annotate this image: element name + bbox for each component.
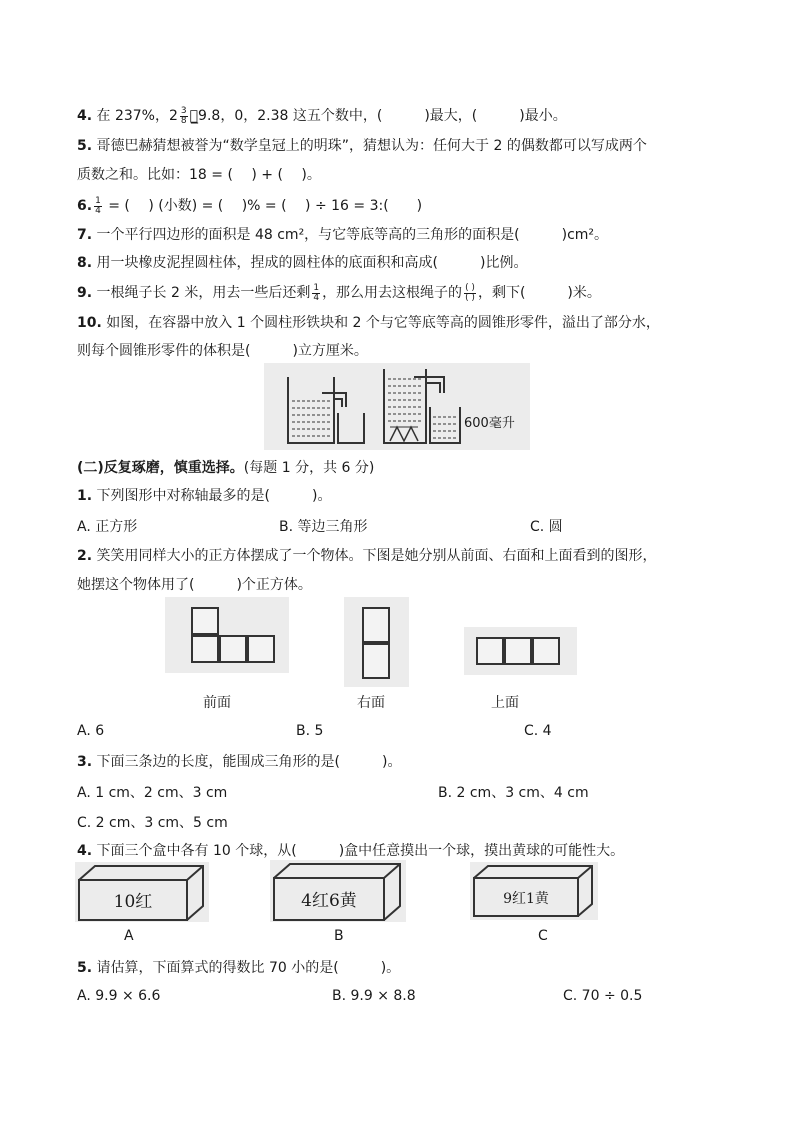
question-text: ，那么用去这根绳子的 <box>322 285 463 301</box>
question-text: ，剩下( )米。 <box>477 285 601 301</box>
question-9 <box>77 283 601 303</box>
option-c[interactable]: C. 2 cm、3 cm、5 cm <box>77 815 228 831</box>
option-c[interactable]: C. 圆 <box>530 519 563 535</box>
choice-question-2 <box>77 546 657 566</box>
question-number: 5. <box>77 960 93 976</box>
volume-label: 600毫升 <box>464 416 515 431</box>
option-a[interactable]: A. 正方形 <box>77 519 138 535</box>
question-text: 用一块橡皮泥捏圆柱体，捏成的圆柱体的底面积和高成( )比例。 <box>96 255 528 271</box>
fraction: $\frac{1}{4}$ <box>313 282 320 303</box>
option-b[interactable]: B. 2 cm、3 cm、4 cm <box>438 785 589 801</box>
choice-question-2-line2: 她摆这个物体用了( )个正方体。 <box>77 577 312 593</box>
question-5-line2: 质数之和。比如：18 = ( ) + ( )。 <box>77 167 321 183</box>
question-text: 下列图形中对称轴最多的是( )。 <box>96 488 332 504</box>
right-view-figure <box>344 597 409 687</box>
question-number: 9. <box>77 285 93 301</box>
option-b[interactable]: B. 9.9 × 8.8 <box>332 988 416 1004</box>
question-number: 6. <box>77 198 93 214</box>
box-c-figure[interactable] <box>470 862 598 920</box>
question-number: 4. <box>77 843 93 859</box>
question-5 <box>77 136 647 156</box>
question-number: 3. <box>77 754 93 770</box>
question-text: 在 237%， <box>96 108 169 124</box>
question-number: 10. <box>77 315 102 331</box>
question-6 <box>77 196 422 216</box>
box-a-figure[interactable] <box>75 862 209 922</box>
question-4 <box>77 106 567 126</box>
view-label-right: 右面 <box>357 695 385 711</box>
box-b-figure[interactable] <box>270 860 406 922</box>
question-10 <box>77 313 660 333</box>
fraction: $\frac{1}{4}$ <box>95 195 101 216</box>
option-a[interactable]: A. 1 cm、2 cm、3 cm <box>77 785 228 801</box>
question-text: 下面三条边的长度，能围成三角形的是( )。 <box>96 754 402 770</box>
choice-question-4 <box>77 841 624 861</box>
box-label-b: B <box>334 928 344 944</box>
option-c[interactable]: C. 70 ÷ 0.5 <box>563 988 643 1004</box>
question-number: 4. <box>77 108 93 124</box>
question-text: 笑笑用同样大小的正方体摆成了一个物体。下图是她分别从前面、右面和上面看到的图形， <box>96 548 657 564</box>
question-10-line2: 则每个圆锥形零件的体积是( )立方厘米。 <box>77 343 368 359</box>
option-b[interactable]: B. 5 <box>296 723 324 739</box>
container-diagram <box>264 363 530 450</box>
view-label-top: 上面 <box>491 695 519 711</box>
choice-question-3 <box>77 752 401 772</box>
question-number: 1. <box>77 488 93 504</box>
fraction: $\frac{3}{8}$ <box>180 105 187 126</box>
question-number: 7. <box>77 227 93 243</box>
view-label-front: 前面 <box>203 695 231 711</box>
option-c[interactable]: C. 4 <box>524 723 552 739</box>
option-a[interactable]: A. 6 <box>77 723 105 739</box>
section-header <box>77 458 374 478</box>
front-view-figure <box>165 597 289 673</box>
question-text: 下面三个盒中各有 10 个球，从( )盒中任意摸出一个球，摸出黄球的可能性大。 <box>96 843 625 859</box>
choice-question-1 <box>77 486 331 506</box>
box-b-text: 4红6黄 <box>301 891 357 911</box>
question-7 <box>77 225 608 245</box>
question-text: 如图，在容器中放入 1 个圆柱形铁块和 2 个与它等底等高的圆锥形零件，溢出了部分水， <box>106 315 660 331</box>
question-text: 哥德巴赫猜想被誉为“数学皇冠上的明珠”，猜想认为：任何大于 2 的偶数都可以写成两个 <box>96 138 647 154</box>
box-a-text: 10红 <box>113 892 153 912</box>
question-8 <box>77 253 527 273</box>
choice-question-5 <box>77 958 400 978</box>
question-text: 请估算，下面算式的得数比 70 小的是( )。 <box>96 960 401 976</box>
box-c-text: 9红1黄 <box>503 891 549 907</box>
container-figure <box>264 363 530 450</box>
top-view-figure <box>464 627 577 675</box>
question-number: 8. <box>77 255 93 271</box>
section-title: (二)反复琢磨，慎重选择。 <box>77 460 244 476</box>
option-b[interactable]: B. 等边三角形 <box>279 519 368 535</box>
fraction-blank: $\frac{( )}{( )}$ <box>465 282 475 303</box>
question-text: = ( ) (小数) = ( )% = ( ) ÷ 16 = 3:( ) <box>108 198 423 214</box>
question-text: ，̲9.8，0，2.38 这五个数中，( )最大，( )最小。 <box>189 108 567 124</box>
box-label-c: C <box>538 928 548 944</box>
section-note: (每题 1 分，共 6 分) <box>243 460 375 476</box>
box-label-a: A <box>124 928 134 944</box>
mixed-number-whole: 2 <box>169 108 178 124</box>
question-number: 2. <box>77 548 93 564</box>
question-text: 一根绳子长 2 米，用去一些后还剩 <box>96 285 311 301</box>
option-a[interactable]: A. 9.9 × 6.6 <box>77 988 161 1004</box>
question-number: 5. <box>77 138 93 154</box>
question-text: 一个平行四边形的面积是 48 cm²，与它等底等高的三角形的面积是( )cm²。 <box>96 227 609 243</box>
